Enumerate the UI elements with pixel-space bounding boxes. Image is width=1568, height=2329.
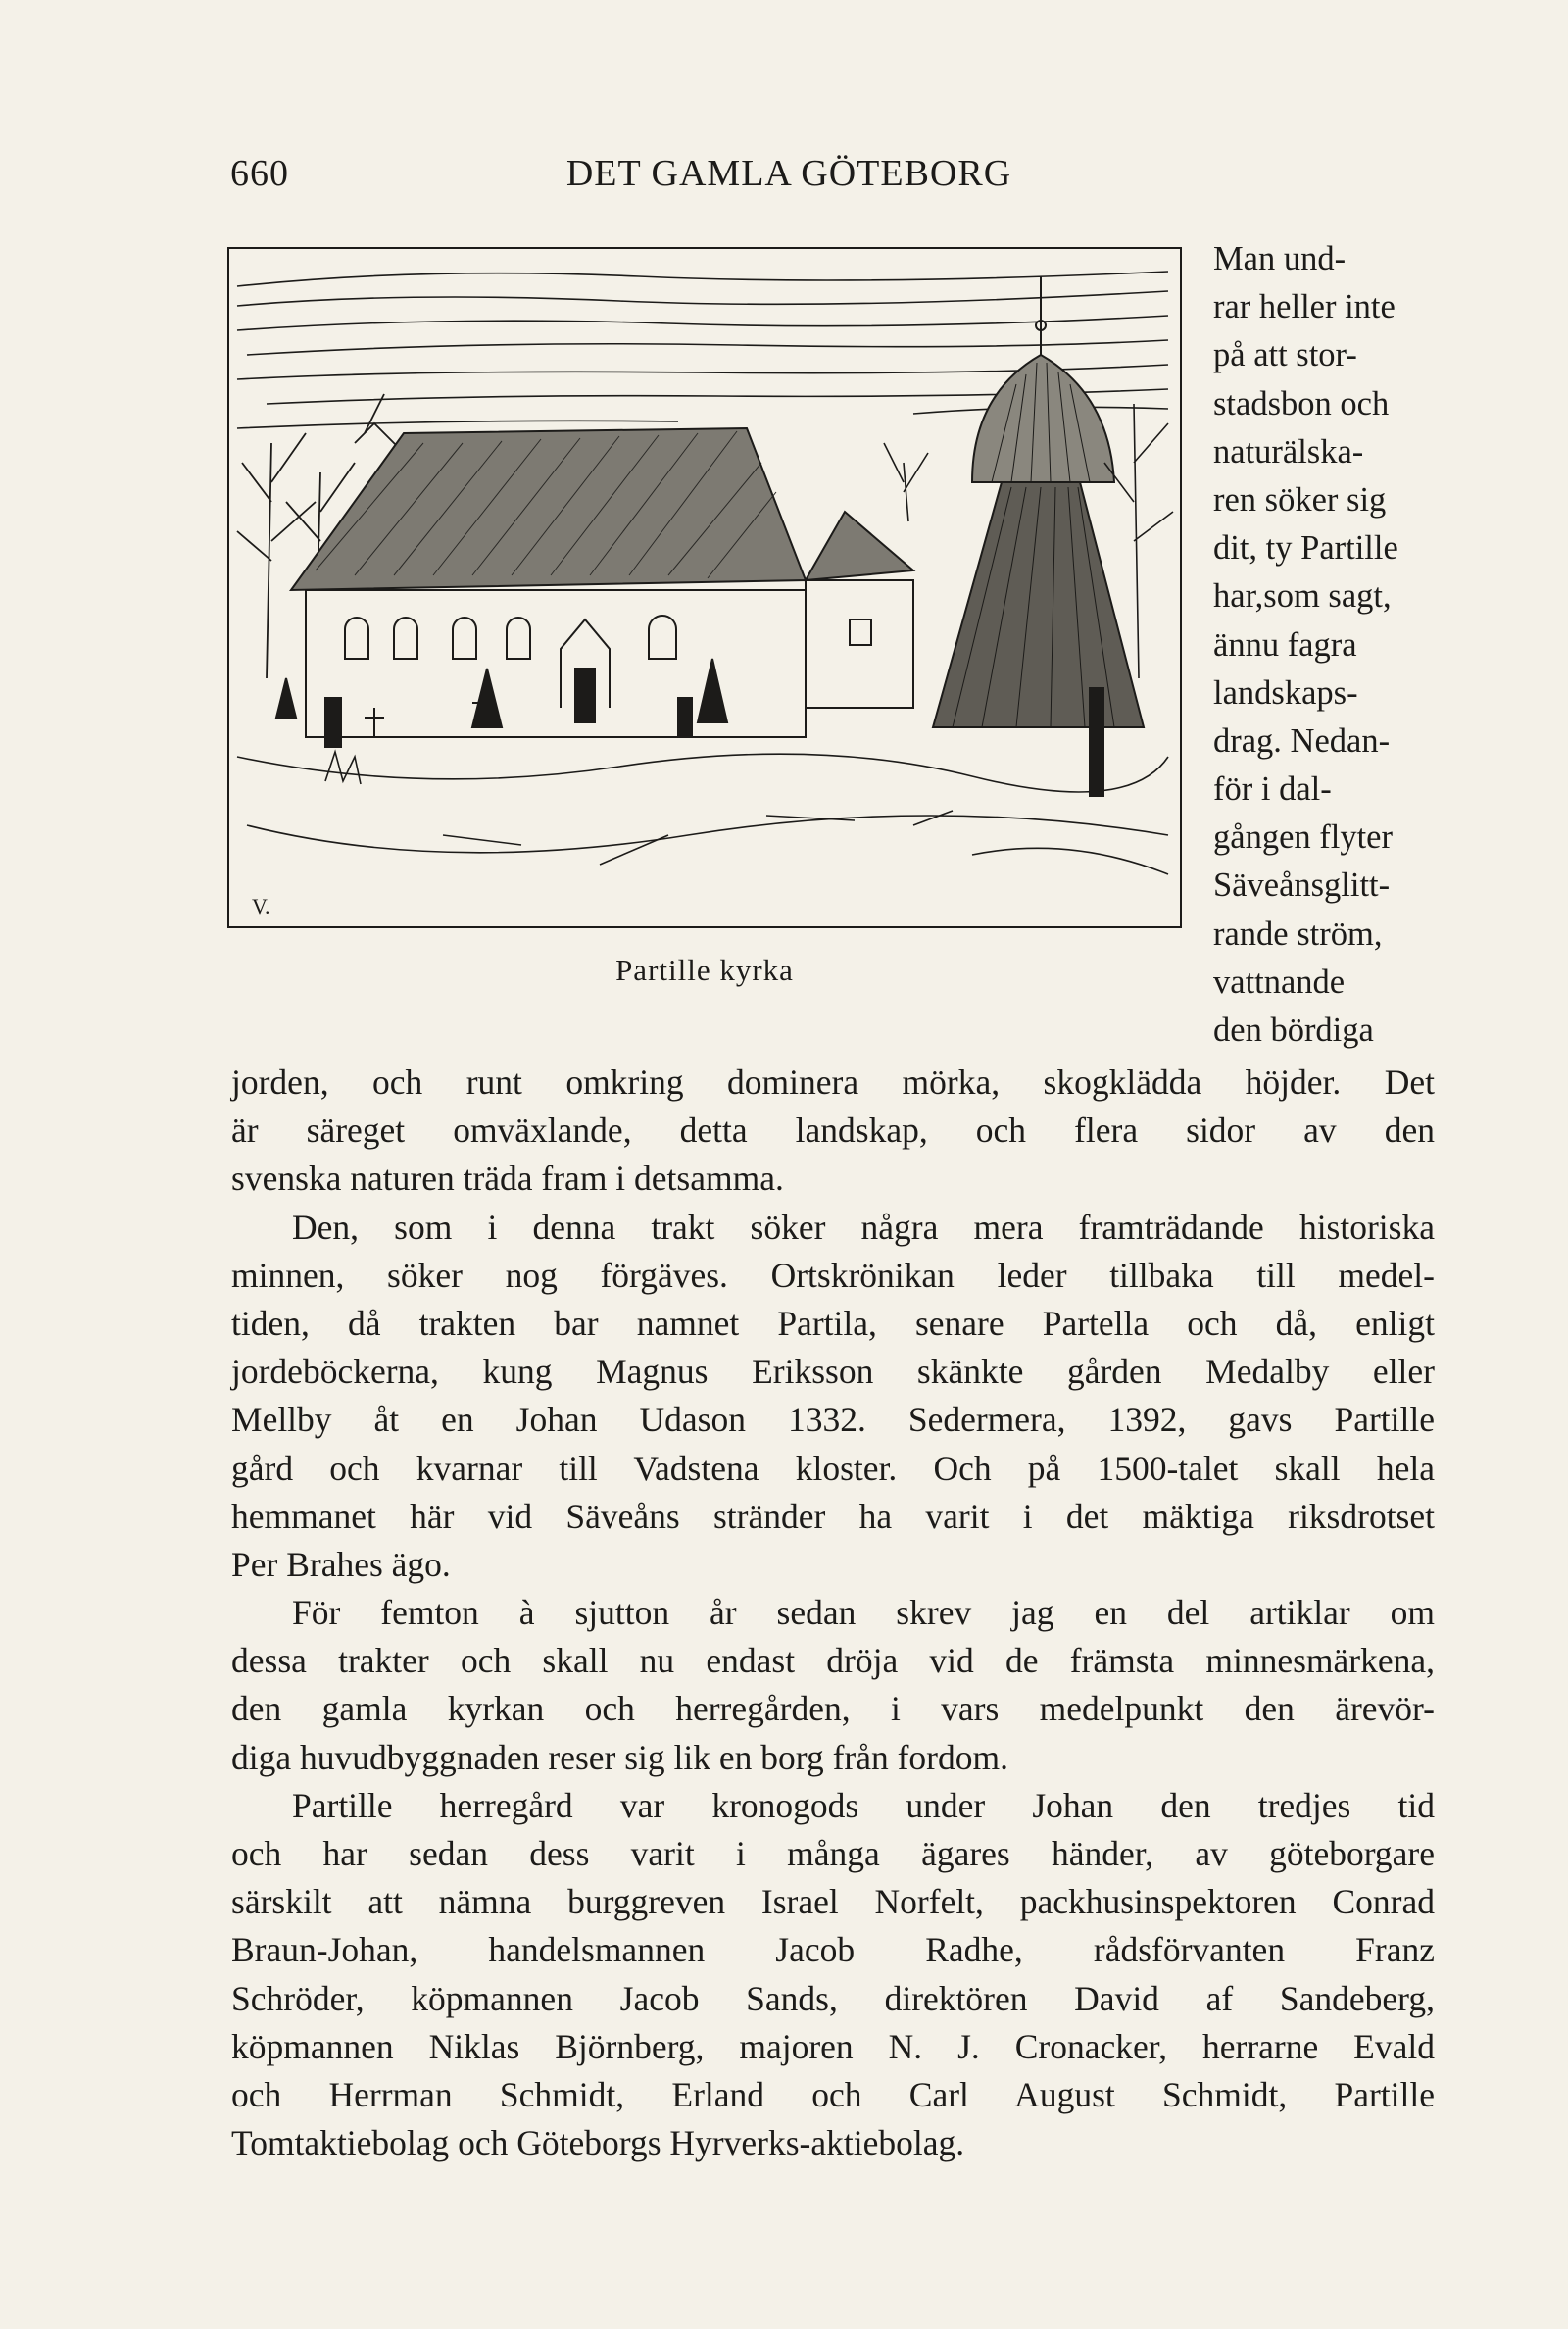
text-line: dessa trakter och skall nu endast dröja vid de främsta minnesmärkena,: [231, 1641, 1435, 1681]
text-line: Säveånsglitt-: [1213, 867, 1391, 905]
text-line: landskaps-: [1213, 673, 1358, 712]
text-line: särskilt att nämna burggreven Israel Norfelt, packhusinspektoren Conrad: [231, 1882, 1435, 1922]
text-line: För femton à sjutton år sedan skrev jag en del artiklar om: [292, 1593, 1435, 1633]
text-line: rande ström,: [1213, 915, 1383, 953]
text-line: Man und-: [1213, 240, 1347, 277]
text-line: rar heller inte: [1213, 288, 1396, 326]
text-line: vattnande: [1213, 963, 1346, 1001]
text-line: svenska naturen träda fram i detsamma.: [231, 1159, 784, 1199]
church-drawing: [227, 247, 1182, 928]
text-line: Mellby åt en Johan Udason 1332. Sedermera, 1392, gavs Partille: [231, 1400, 1435, 1440]
text-line: hemmanet här vid Säveåns stränder ha varit i det mäktiga riksdrotset: [231, 1496, 1435, 1536]
text-line: diga huvudbyggnaden reser sig lik en borg från fordom.: [231, 1737, 1008, 1777]
church-illustration: [227, 247, 1182, 928]
text-line: Partille herregård var kronogods under Johan den tredjes tid: [292, 1785, 1435, 1825]
text-line: Per Brahes ägo.: [231, 1544, 451, 1584]
body-text: [231, 1059, 1435, 2167]
text-line: Tomtaktiebolag och Göteborgs Hyrverks-aktiebolag.: [231, 2123, 965, 2163]
text-line: och Herrman Schmidt, Erland och Carl August Schmidt, Partille: [231, 2074, 1435, 2114]
text-line: Den, som i denna trakt söker några mera framträdande historiska: [292, 1207, 1435, 1247]
text-line: dit, ty Partille: [1213, 529, 1398, 568]
text-line: för i dal-: [1213, 770, 1332, 809]
text-line: den gamla kyrkan och herregården, i vars medelpunkt den ärevör-: [231, 1689, 1435, 1729]
text-line: köpmannen Niklas Björnberg, majoren N. J. Cronacker, herrarne Evald: [231, 2026, 1435, 2066]
text-line: Schröder, köpmannen Jacob Sands, direktören David af Sandeberg,: [231, 1978, 1435, 2018]
text-line: och har sedan dess varit i många ägares händer, av göteborgare: [231, 1834, 1435, 1873]
page-number: 660: [230, 153, 289, 194]
text-line: ännu fagra: [1213, 625, 1357, 664]
text-line: gången flyter: [1213, 818, 1393, 857]
text-line: naturälska-: [1213, 432, 1364, 471]
page-header: [230, 152, 1436, 201]
text-line: är säreget omväxlande, detta landskap, och flera sidor av den: [231, 1111, 1435, 1151]
running-head: DET GAMLA GÖTEBORG: [565, 153, 1012, 194]
wrapped-text-column: [1213, 235, 1435, 1055]
text-line: har,som sagt,: [1213, 577, 1392, 616]
text-line: jorden, och runt omkring dominera mörka, skogklädda höjder. Det: [231, 1063, 1435, 1102]
text-line: Braun-Johan, handelsmannen Jacob Radhe, rådsförvanten Franz: [231, 1930, 1435, 1970]
text-line: minnen, söker nog förgäves. Ortskrönikan leder tillbaka till medel-: [231, 1255, 1435, 1295]
text-line: drag. Nedan-: [1213, 721, 1391, 760]
text-line: jordeböckerna, kung Magnus Eriksson skänkte gården Medalby eller: [231, 1352, 1435, 1392]
text-line: stadsbon och: [1213, 384, 1390, 422]
figure-caption: Partille kyrka: [615, 953, 794, 987]
text-line: tiden, då trakten bar namnet Partila, senare Partella och då, enligt: [231, 1303, 1435, 1343]
text-line: ren söker sig: [1213, 480, 1387, 519]
artist-signature: V.: [252, 894, 270, 918]
text-line: gård och kvarnar till Vadstena kloster. Och på 1500-talet skall hela: [231, 1448, 1435, 1488]
text-line: den bördiga: [1213, 1012, 1374, 1049]
text-line: på att stor-: [1213, 336, 1357, 374]
